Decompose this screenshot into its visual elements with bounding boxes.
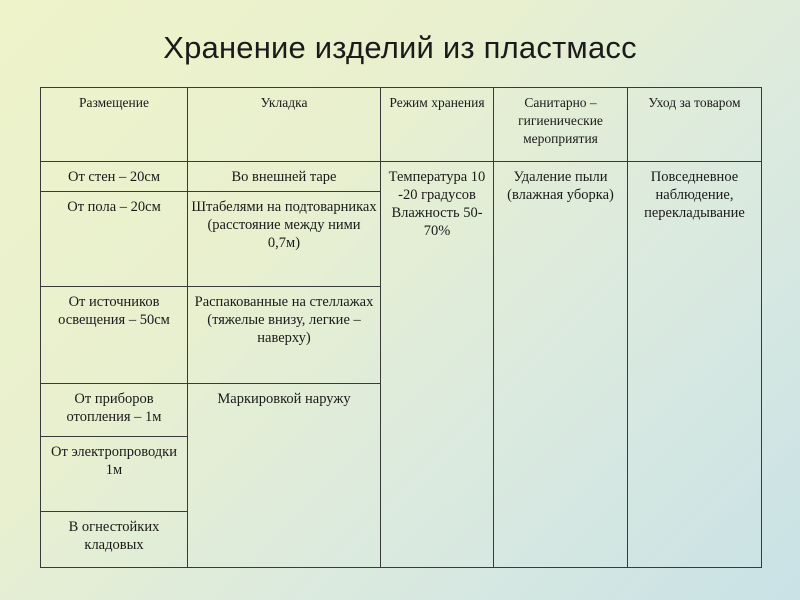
header-storage-mode: Режим хранения (381, 88, 494, 162)
stacking-cell: Во внешней таре (188, 161, 381, 191)
header-sanitary: Санитарно – гигиенические мероприятия (494, 88, 628, 162)
placement-cell: От приборов отопления – 1м (41, 383, 188, 437)
placement-cell: От стен – 20см (41, 161, 188, 191)
stacking-cell: Маркировкой наружу (188, 383, 381, 567)
placement-cell: В огнестойких кладовых (41, 512, 188, 568)
header-placement: Размещение (41, 88, 188, 162)
placement-cell: От пола – 20см (41, 192, 188, 287)
header-stacking: Укладка (188, 88, 381, 162)
sanitary-cell: Удаление пыли (влажная уборка) (494, 161, 628, 567)
page-title: Хранение изделий из пластмасс (163, 30, 637, 65)
placement-cell: От электропроводки 1м (41, 437, 188, 512)
care-cell: Повседневное наблюдение, перекладывание (628, 161, 762, 567)
placement-cell: От источников освещения – 50см (41, 287, 188, 383)
table-row (41, 161, 762, 191)
storage-mode-cell: Температура 10 -20 градусов Влажность 50-70% (381, 161, 494, 567)
stacking-cell: Распакованные на стеллажах (тяжелые внизу, легкие – наверху) (188, 287, 381, 383)
header-row (41, 88, 762, 162)
header-care: Уход за товаром (628, 88, 762, 162)
storage-table (40, 87, 762, 568)
stacking-cell: Штабелями на подтоварниках (расстояние между ними 0,7м) (188, 192, 381, 287)
